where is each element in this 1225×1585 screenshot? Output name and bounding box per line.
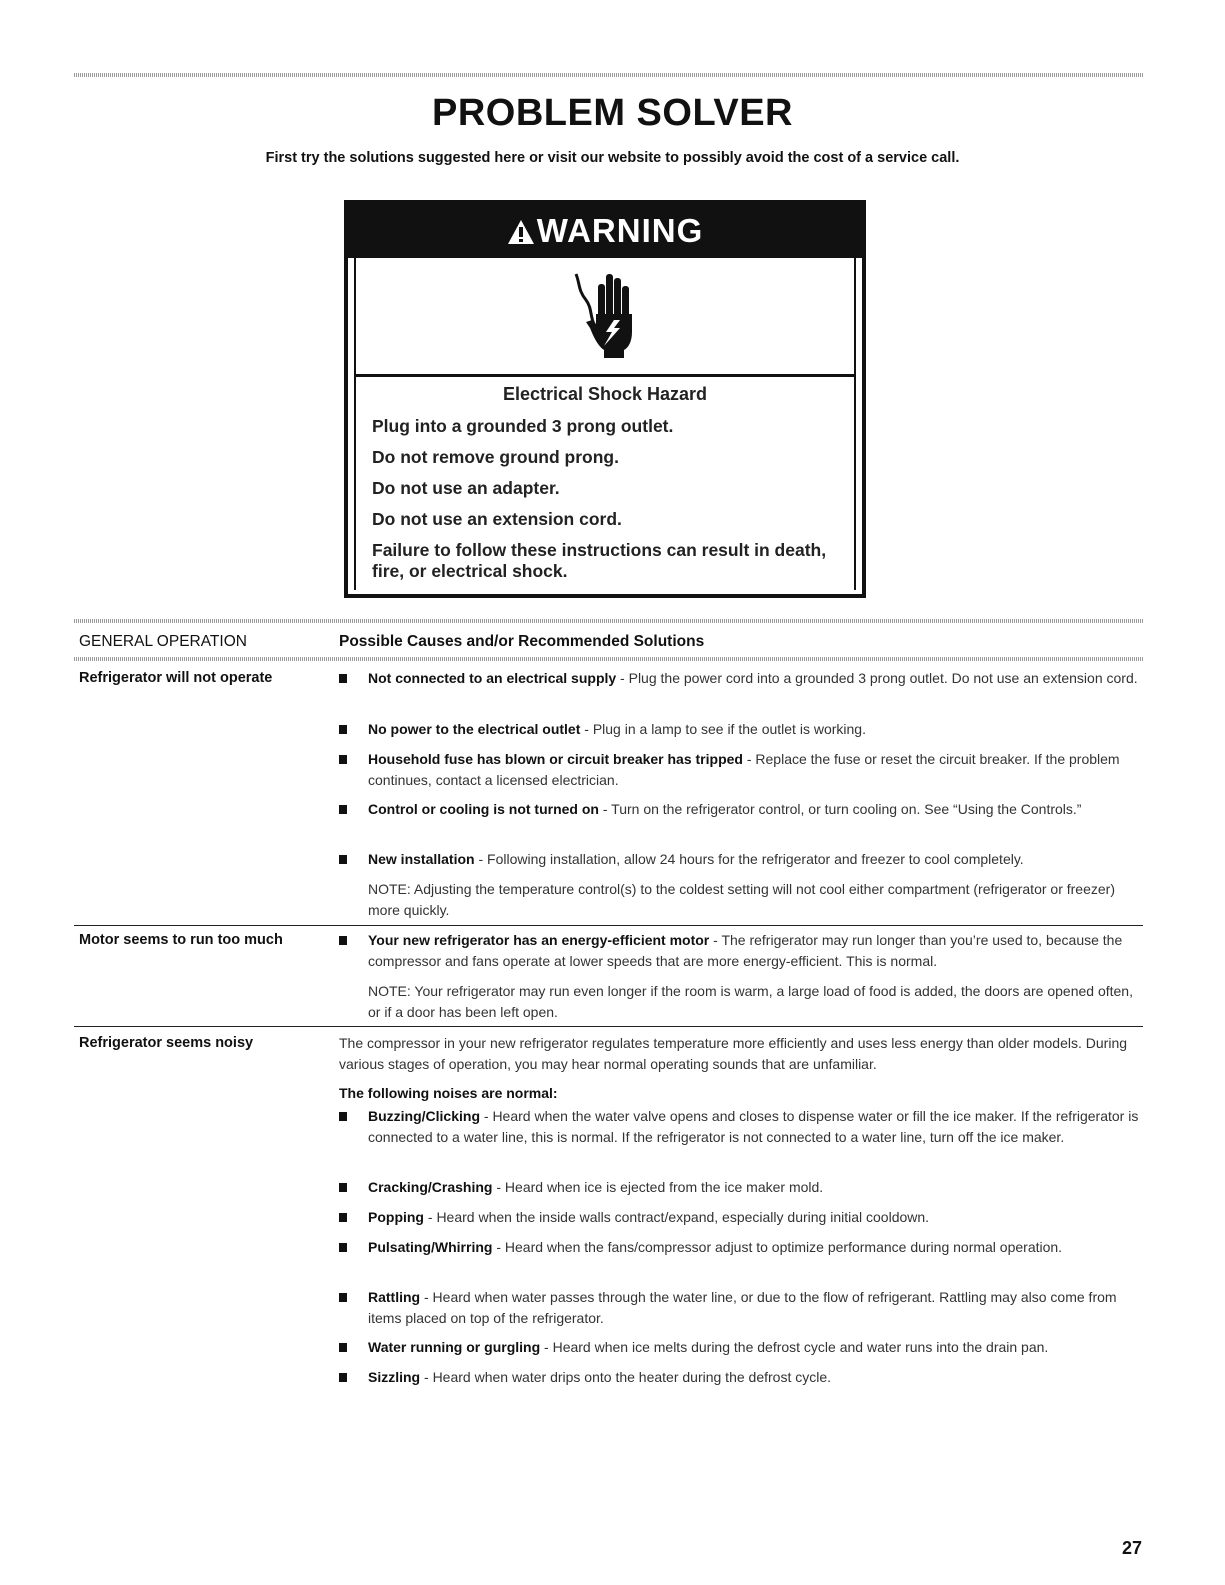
item-lead: Water running or gurgling <box>368 1339 541 1355</box>
list-item <box>339 749 1139 791</box>
bullet-icon <box>339 755 347 764</box>
page-title: PROBLEM SOLVER <box>432 92 793 134</box>
item-text: - Heard when water passes through the water line, or due to the flow of refrigerant. Rattling may also come from items placed on top of the refrigerator. <box>368 1289 1117 1326</box>
item-text: - Turn on the refrigerator control, or turn cooling on. See “Using the Controls.” <box>598 801 1082 817</box>
section-divider <box>74 1026 1143 1027</box>
section-divider <box>74 925 1143 926</box>
symbol-panel <box>354 258 856 377</box>
item-lead: Popping <box>368 1209 424 1225</box>
item-text: - Heard when the water valve opens and closes to dispense water or fill the ice maker. If the refrigerator is connected to a water line, this is normal. If the refrigerator is not connected to a water line, turn off the ice maker. <box>368 1108 1139 1145</box>
item-text: - The refrigerator may run longer than you’re used to, because the compressor and fans operate at lower speeds that are more energy-efficient. This is normal. <box>368 932 1123 969</box>
note-text: NOTE: Your refrigerator may run even longer if the room is warm, a large load of food is added, the doors are opened often, or if a door has been left open. <box>368 983 1133 1020</box>
item-lead: Control or cooling is not turned on <box>368 801 599 817</box>
item-lead: Rattling <box>368 1289 421 1305</box>
item-lead: Pulsating/Whirring <box>368 1239 493 1255</box>
bullet-icon <box>339 936 347 945</box>
hazard-line: Plug into a grounded 3 prong outlet. <box>372 416 674 436</box>
hazard-line: Do not use an extension cord. <box>372 509 622 529</box>
list-item <box>339 719 1139 740</box>
top-divider <box>74 73 1143 77</box>
bullet-icon <box>339 1243 347 1252</box>
hazard-text <box>354 377 856 590</box>
item-lead: Not connected to an electrical supply <box>368 670 617 686</box>
electrical-shock-hand-icon <box>574 270 642 360</box>
item-lead: Household fuse has blown or circuit breaker has tripped <box>368 751 743 767</box>
item-text: - Replace the fuse or reset the circuit breaker. If the problem continues, contact a licensed electrician. <box>368 751 1120 788</box>
problem-title: Refrigerator will not operate <box>79 670 273 686</box>
bullet-icon <box>339 1213 347 1222</box>
list-item <box>339 1287 1139 1329</box>
bullet-icon <box>339 855 347 864</box>
noises-subheading: The following noises are normal: <box>339 1085 558 1101</box>
item-lead: No power to the electrical outlet <box>368 721 581 737</box>
item-lead: Cracking/Crashing <box>368 1179 493 1195</box>
bullet-icon <box>339 805 347 814</box>
item-lead: Your new refrigerator has an energy-efficient motor <box>368 932 710 948</box>
item-lead: Buzzing/Clicking <box>368 1108 480 1124</box>
bullet-icon <box>339 674 347 683</box>
item-text: - Plug the power cord into a grounded 3 prong outlet. Do not use an extension cord. <box>616 670 1138 686</box>
item-text: - Plug in a lamp to see if the outlet is working. <box>580 721 866 737</box>
bullet-icon <box>339 725 347 734</box>
item-text: - Heard when ice is ejected from the ice maker mold. <box>492 1179 824 1195</box>
list-item <box>339 799 1139 820</box>
list-item <box>339 1237 1139 1258</box>
bullet-icon <box>339 1293 347 1302</box>
table-header-divider <box>74 657 1143 661</box>
bullet-icon <box>339 1343 347 1352</box>
item-text: - Heard when the inside walls contract/expand, especially during initial cooldown. <box>424 1209 930 1225</box>
problem-title: Motor seems to run too much <box>79 932 283 948</box>
problem-title: Refrigerator seems noisy <box>79 1035 254 1051</box>
bullet-icon <box>339 1373 347 1382</box>
column-header-general-operation: GENERAL OPERATION <box>79 633 247 650</box>
warning-triangle-icon <box>507 219 535 245</box>
bullet-icon <box>339 1183 347 1192</box>
list-item <box>339 849 1139 870</box>
column-header-solutions: Possible Causes and/or Recommended Solutions <box>339 633 705 650</box>
item-text: - Heard when the fans/compressor adjust to optimize performance during normal operation. <box>492 1239 1063 1255</box>
warning-header <box>348 204 862 258</box>
intro-paragraph: The compressor in your new refrigerator regulates temperature more efficiently and uses less energy than older models. During various stages of operation, you may hear normal operating sounds that are unfamiliar. <box>339 1035 1128 1072</box>
list-item <box>339 1106 1139 1148</box>
note-text: NOTE: Adjusting the temperature control(s) to the coldest setting will not cool either compartment (refrigerator or freezer) more quickly. <box>368 881 1115 918</box>
hazard-title: Electrical Shock Hazard <box>502 384 708 404</box>
list-item <box>339 668 1139 689</box>
item-text: - Heard when water drips onto the heater during the defrost cycle. <box>420 1369 832 1385</box>
list-item <box>339 930 1139 972</box>
list-item <box>339 1337 1139 1358</box>
bullet-icon <box>339 1112 347 1121</box>
list-item <box>339 1177 1139 1198</box>
list-item <box>339 1207 1139 1228</box>
page-subtitle: First try the solutions suggested here or visit our website to possibly avoid the cost of a service call. <box>265 150 960 166</box>
page-number: 27 <box>1122 1538 1143 1558</box>
item-text: - Heard when ice melts during the defrost cycle and water runs into the drain pan. <box>540 1339 1049 1355</box>
table-top-divider <box>74 619 1143 623</box>
warning-label: WARNING <box>536 212 704 249</box>
warning-box <box>344 200 866 598</box>
item-text: - Following installation, allow 24 hours for the refrigerator and freezer to cool completely. <box>474 851 1024 867</box>
list-item <box>339 1367 1139 1388</box>
hazard-line: Do not remove ground prong. <box>372 447 619 467</box>
hazard-line: Do not use an adapter. <box>372 478 560 498</box>
item-lead: New installation <box>368 851 475 867</box>
hazard-line: Failure to follow these instructions can result in death, fire, or electrical shock. <box>372 540 827 581</box>
item-lead: Sizzling <box>368 1369 421 1385</box>
